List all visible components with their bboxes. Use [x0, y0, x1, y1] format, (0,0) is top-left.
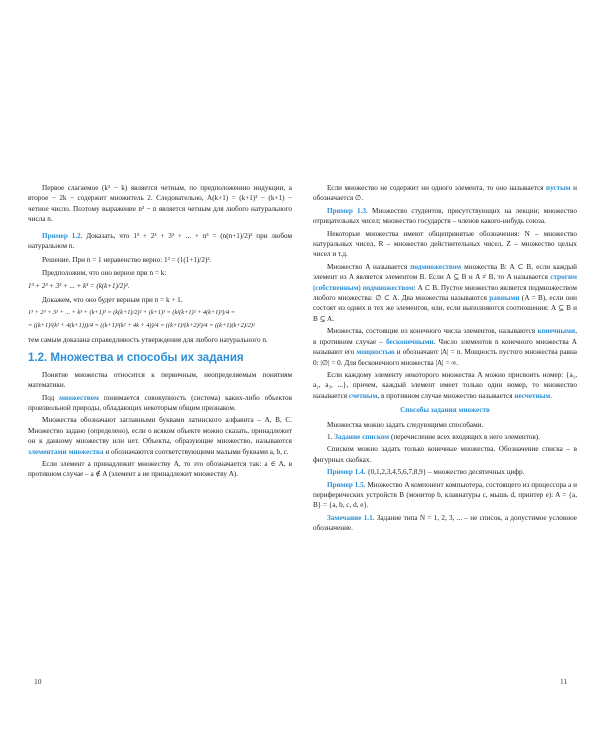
paragraph [313, 326, 577, 368]
term-cardinality: мощностью [356, 348, 395, 357]
term-countable: счетным [348, 391, 378, 400]
note-paragraph [313, 513, 577, 534]
example-paragraph [313, 480, 577, 511]
note-text: Задание типа N = 1, 2, 3, ... – не список, а допустимое условное обозначение. [313, 513, 577, 533]
example-text: Множество A компонент компьютера, состоящего из процессора a и периферических устройств B (монитор b, клавиатуры c, мышь d, принтер e): A = {a, B} = {a, b, c, d, e}. [313, 480, 577, 510]
page-number-right: 11 [560, 677, 568, 686]
paragraph: Понятие множества относится к первичным, неопределяемым понятиям математики. [28, 370, 292, 390]
text: понимается совокупность (система) каких-либо объектов произвольной природы, обладающих некоторым общим признаком. [28, 393, 293, 412]
text: и обозначают |A| = n. Мощность пустого множества равна 0: |∅| = 0. Для бесконечного множества |A| = ∞. [313, 348, 577, 367]
text: . Число элементов n конечного множества A называют его [313, 337, 577, 357]
term-elements: элементами множества [28, 447, 104, 456]
example-text: Множество студентов, присутствующих на лекции; множество отрицательных чисел; множество государств – членов какого-нибудь союза. [313, 206, 577, 226]
example-paragraph [313, 467, 577, 477]
text: и обозначаются соответствующими малыми буквами a, b, c. [103, 447, 289, 456]
example-label: Пример 1.4. [327, 468, 366, 477]
text: , в противном случае – [313, 327, 577, 346]
example-paragraph [313, 206, 577, 227]
example-label: Пример 1.3. [327, 206, 368, 215]
page-number-left: 10 [34, 677, 42, 686]
paragraph: Если элемент a принадлежит множеству A, то это обозначается так: a ∈ A, в противном случае – a ∉ A (элемент a не принадлежит множеству A). [28, 459, 292, 479]
term-finite: конечными [537, 327, 576, 336]
text: (перечисление всех входящих в него элементов). [389, 432, 540, 441]
text: и обозначается ∅. [313, 184, 577, 203]
paragraph [313, 183, 577, 204]
example-text: Доказать, что 1³ + 2³ + 3³ + ... + n³ = (n(n+1)/2)² при любом натуральном n. [28, 231, 292, 251]
term-infinite: бесконечными [386, 337, 434, 346]
text: , в противном случае множество называется [377, 391, 515, 400]
term-subset: подмножеством [410, 262, 462, 271]
right-page [313, 183, 577, 536]
term-empty: пустым [545, 184, 571, 192]
text: Множества обозначают заглавными буквами латинского алфавита – A, B, C. Множество задано (определено), если о всяком объекте можно сказать, принадлежит он к данному множеству или нет. Объекты, образующие множество, называются [28, 416, 292, 446]
formula-2: 1³ + 2³ + 3³ + ... + k³ + (k+1)³ = (k(k+1)/2)² + (k+1)³ = (k²(k+1)² + 4(k+1)³)/4 = [28, 309, 236, 317]
text: 1. [327, 432, 335, 441]
paragraph [313, 370, 577, 401]
term-uncountable: несчетным [514, 391, 551, 400]
paragraph [313, 432, 577, 442]
example-label: Пример 1.2. [42, 231, 83, 240]
text: Если каждому элементу некоторого множества A можно присвоить номер: {a₁, a₂, a₃, ...}, причем, каждый элемент имеет только один номер, то множество называется [313, 370, 577, 400]
text: Под [42, 393, 60, 402]
formula-1: 1³ + 2³ + 3³ + ... + k³ = (k(k+1)/2)². [28, 282, 130, 291]
paragraph: Первое слагаемое (k³ − k) является четным, по предположению индукции, а второе − 2k − содержит множитель 2. Следовательно, A(k+1) = (k+1)³ − (k+1) − четное число. Поэтому выражение n³ − n является четным для любого натурального числа n. [28, 184, 292, 224]
text: . [550, 391, 553, 400]
term-equal: равными [489, 294, 520, 303]
text: Если множество не содержит ни одного элемента, то оно называется [327, 184, 546, 192]
term-strict-subset: строгим (собственным) подмножеством [313, 273, 577, 292]
text: множества B: A ⊂ B, если каждый элемент из A является элементом B. Если A ⊆ B и A ≠ B, то A называется [313, 262, 577, 282]
example-text: {0,1,2,3,4,5,6,7,8,9} – множество десятичных цифр. [365, 468, 525, 477]
text: Множество A называется [327, 262, 411, 271]
term-list: Задание списком [334, 432, 390, 441]
note-label: Замечание 1.1. [327, 513, 375, 522]
assumption: Предположим, что оно верное при n = k: [42, 268, 167, 277]
paragraph [313, 262, 577, 324]
proof-step: Докажем, что оно будет верным при n = k + 1. [42, 295, 183, 304]
subheading: Способы задания множеств [400, 406, 490, 415]
example-paragraph [28, 231, 292, 252]
left-page [28, 183, 292, 482]
text: : A ⊂ B. Пустое множество является подмножеством любого множества: ∅ ⊂ A. Два множества называются [313, 283, 577, 303]
text: Множества, состоящие из конечного числа элементов, называются [327, 327, 538, 336]
formula-3: = ((k+1)²(k² + 4(k+1)))/4 = ((k+1)²(k² + 4k + 4))/4 = ((k+1)²(k+2)²)/4 = ((k+1)(k+2)/2)² [28, 322, 255, 330]
section-heading: 1.2. Множества и способы их задания [28, 352, 244, 365]
example-label: Пример 1.5. [327, 480, 366, 489]
paragraph [28, 393, 292, 414]
paragraph [28, 415, 292, 457]
solution: Решение. При n = 1 неравенство верно: 1³ = (1(1+1)/2)². [42, 256, 212, 265]
term-set: множеством [59, 393, 99, 402]
paragraph: Некоторые множества имеют общепринятые обозначения: N – множество натуральных чисел, R – множество действительных чисел, Z – множество целых чисел и т.д. [313, 229, 577, 259]
text: (A = B), если они состоят из одних и тех же элементов, или, если выполняются соотношения: A ⊆ B и B ⊆ A. [313, 294, 577, 323]
conclusion: тем самым доказана справедливость утверждения для любого натурального n. [28, 335, 268, 344]
paragraph: Множества можно задать следующими способами. [327, 420, 484, 429]
paragraph: Списком можно задать только конечные множества. Обозначение списка – в фигурных скобках. [313, 445, 577, 464]
